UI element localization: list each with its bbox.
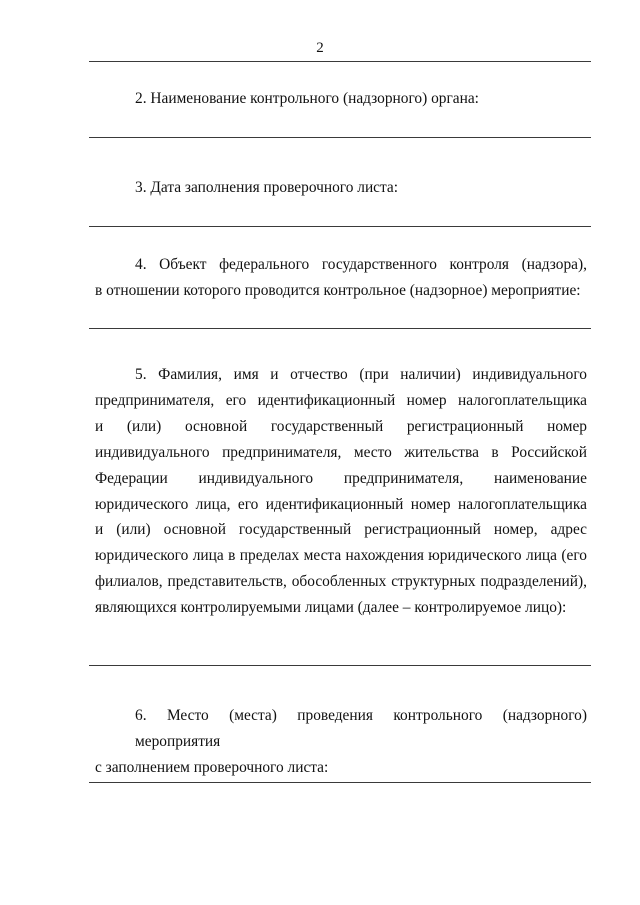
item-4-line-2: в отношении которого проводится контрольное (надзорное) мероприятие: — [95, 281, 581, 299]
item-5-line-2: предпринимателя, его идентификационный номер налогоплательщика — [95, 391, 587, 409]
item-4-line-1: 4. Объект федерального государственного контроля (надзора), — [135, 256, 587, 273]
page-number: 2 — [316, 40, 324, 56]
item-5-line-10: являющихся контролируемыми лицами (далее – контролируемое лицо): — [95, 599, 567, 617]
header-rule — [89, 61, 591, 62]
item-2-line-1: 2. Наименование контрольного (надзорного) органа: — [135, 90, 479, 107]
item-3-line-1: 3. Дата заполнения проверочного листа: — [135, 179, 399, 196]
item-2-label — [95, 86, 587, 112]
item-6-line-1: 6. Место (места) проведения контрольного (надзорного) мероприятия — [135, 707, 587, 750]
item-5-line-3: и (или) основной государственный регистрационный номер — [95, 417, 587, 435]
item-5-label — [95, 362, 587, 621]
item-5-fill-line — [89, 665, 591, 666]
item-6-line-2: с заполнением проверочного листа: — [95, 758, 329, 776]
item-5-line-4: индивидуального предпринимателя, место жительства в Российской — [95, 443, 587, 461]
item-5-line-1: 5. Фамилия, имя и отчество (при наличии) индивидуального — [135, 366, 587, 383]
item-2-fill-line — [89, 137, 591, 138]
item-5-line-6: юридического лица, его идентификационный номер налогоплательщика — [95, 495, 587, 513]
item-4-fill-line — [89, 328, 591, 329]
item-5-line-9: филиалов, представительств, обособленных структурных подразделений), — [95, 573, 587, 591]
item-5-line-8: юридического лица в пределах места нахождения юридического лица (его — [95, 547, 587, 565]
item-6-fill-line — [89, 782, 591, 783]
item-5-line-5: Федерации индивидуального предпринимателя, наименование — [95, 469, 587, 487]
item-3-label — [95, 175, 587, 201]
item-3-fill-line — [89, 226, 591, 227]
item-4-label — [95, 252, 587, 304]
item-5-line-7: и (или) основной государственный регистрационный номер, адрес — [95, 521, 587, 539]
item-6-label — [95, 703, 587, 781]
